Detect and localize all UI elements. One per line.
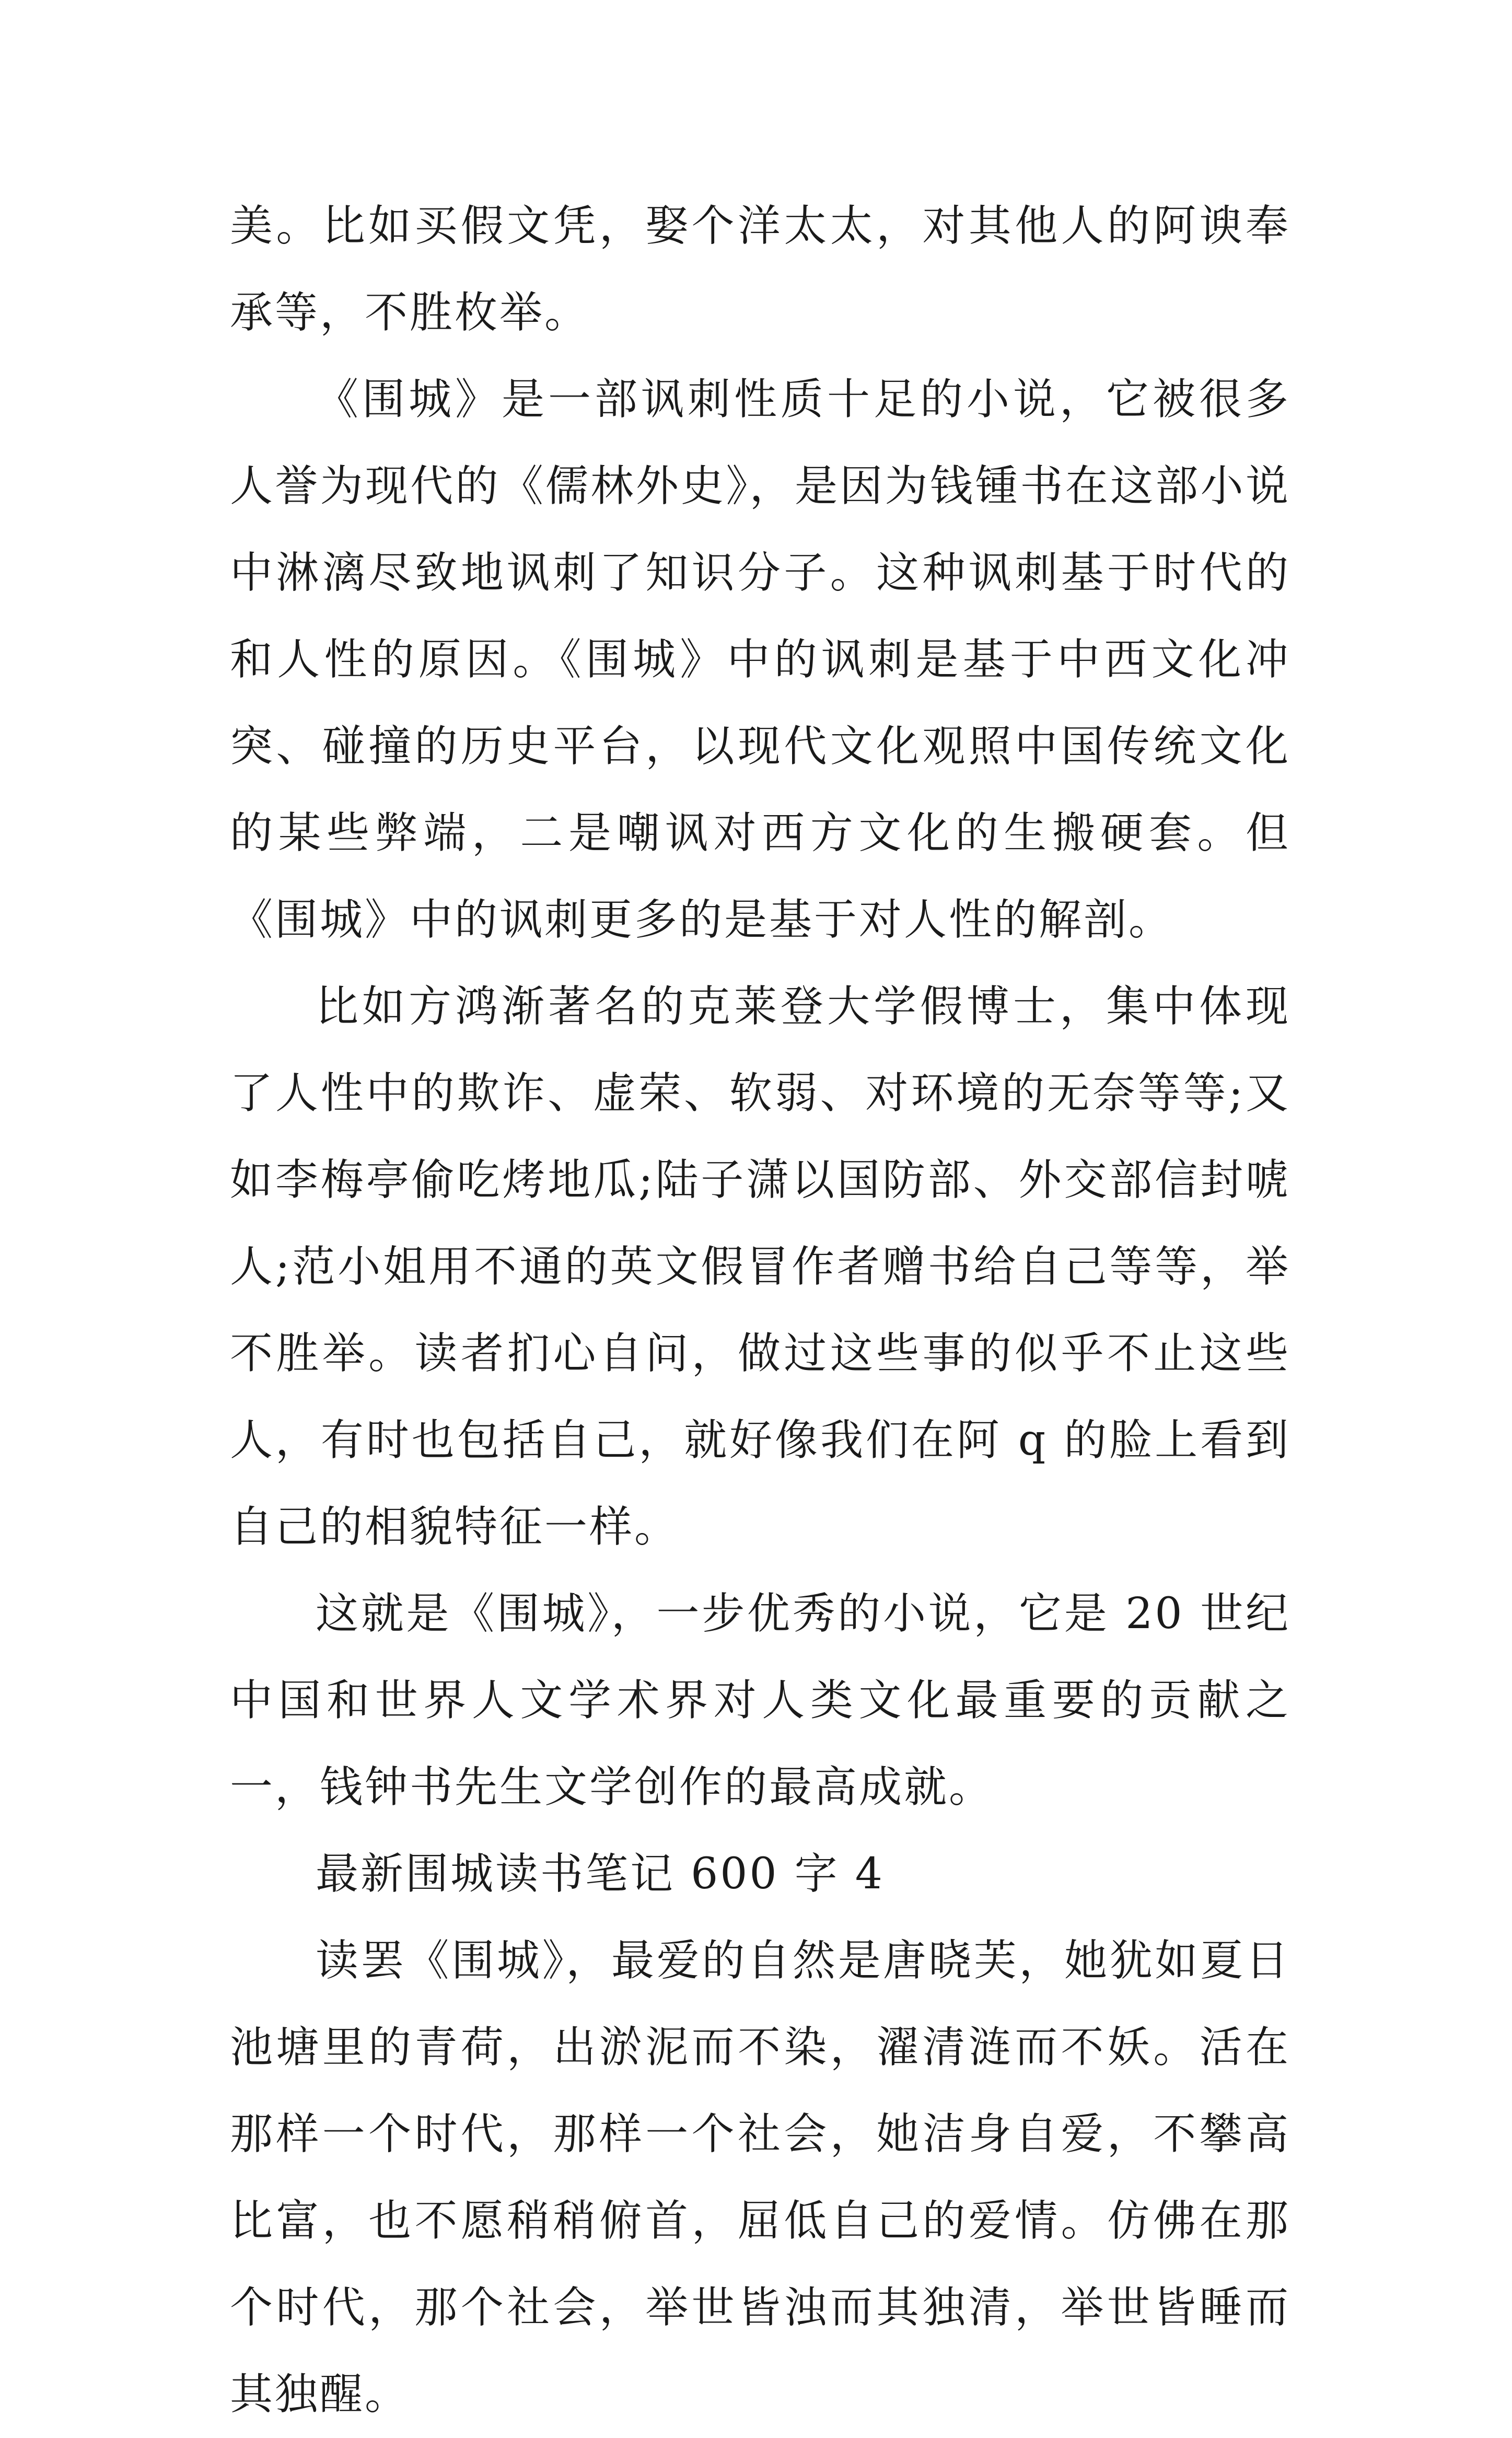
paragraph-tang-xiaofu: 读罢《围城》，最爱的自然是唐晓芙，她犹如夏日池塘里的青荷，出淤泥而不染，濯清涟而不妖。活在那样一个时代，那样一个社会，她洁身自爱，不攀高比富，也不愿稍稍俯首，屈低自己的爱情。仿佛在那个时代，那个社会，举世皆浊而其独清，举世皆睡而其独醒。 xyxy=(230,1936,1290,2419)
paragraph-continuation: 美。比如买假文凭，娶个洋太太，对其他人的阿谀奉承等，不胜枚举。 xyxy=(230,201,1290,338)
paragraph-examples: 比如方鸿渐著名的克莱登大学假博士，集中体现了人性中的欺诈、虚荣、软弱、对环境的无奈等等;又如李梅亭偷吃烤地瓜;陆子潇以国防部、外交部信封唬人;范小姐用不通的英文假冒作者赠书给自己等等，举不胜举。读者扪心自问，做过这些事的似乎不止这些人，有时也包括自己，就好像我们在阿 q 的脸上看到自己的相貌特征一样。 xyxy=(230,982,1290,1552)
section-heading: 最新围城读书笔记 600 字 4 xyxy=(316,1849,885,1899)
paragraph-conclusion: 这就是《围城》，一步优秀的小说，它是 20 世纪中国和世界人文学术界对人类文化最重要的贡献之一，钱钟书先生文学创作的最高成就。 xyxy=(230,1589,1290,1812)
document-body xyxy=(230,183,1290,2438)
paragraph-satire-intro: 《围城》是一部讽刺性质十足的小说，它被很多人誉为现代的《儒林外史》，是因为钱锺书在这部小说中淋漓尽致地讽刺了知识分子。这种讽刺基于时代的和人性的原因。《围城》中的讽刺是基于中西文化冲突、碰撞的历史平台，以现代文化观照中国传统文化的某些弊端，二是嘲讽对西方文化的生搬硬套。但《围城》中的讽刺更多的是基于对人性的解剖。 xyxy=(230,375,1290,945)
